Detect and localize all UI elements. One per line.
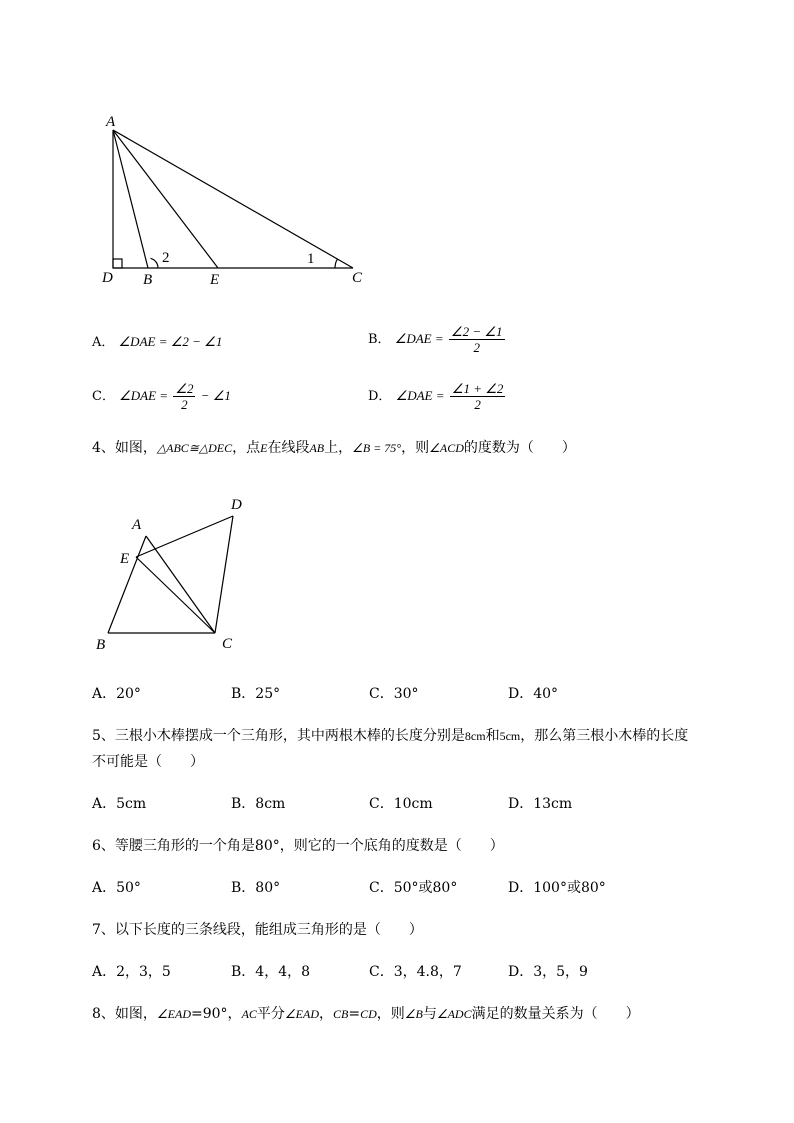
option-letter: C． <box>92 389 115 404</box>
q5-text: ，那么第三根小木棒的长度 <box>520 728 689 744</box>
label-D: D <box>102 270 113 286</box>
q4-math: △ABC≅△DEC <box>156 441 233 455</box>
option-letter: A． <box>92 335 115 350</box>
q8-math: CD <box>360 1007 377 1021</box>
q4-math: ∠B = 75° <box>352 441 402 455</box>
q8-math: ∠EAD <box>156 1007 192 1021</box>
question-7: 7、以下长度的三条线段，能组成三角形的是（ ） <box>92 922 423 938</box>
q5-math: 5cm <box>499 729 521 743</box>
q4-text: 4、如图， <box>92 440 157 456</box>
fraction-numerator: ∠2 <box>175 381 194 396</box>
q7-option-a: A．2，3，5 <box>92 964 171 980</box>
q4-text: ，则 <box>401 440 430 456</box>
label-A: A <box>106 114 116 130</box>
fraction-numerator: ∠2 − ∠1 <box>450 324 503 339</box>
label-E: E <box>210 272 220 288</box>
q5-option-a: A．5cm <box>92 796 147 812</box>
label-B: B <box>96 637 106 653</box>
q4-option-d: D．40° <box>508 686 559 702</box>
q8-text: 与 <box>422 1006 437 1022</box>
q8-math: ∠EAD <box>284 1007 319 1021</box>
q8-text: 满足的数量关系为（ ） <box>471 1006 640 1022</box>
q4-option-c: C．30° <box>369 686 419 702</box>
q4-math: ∠ACD <box>429 441 464 455</box>
question-6: 6、等腰三角形的一个角是80°，则它的一个底角的度数是（ ） <box>92 838 504 854</box>
option-rhs: ∠2 − ∠1 <box>170 334 223 349</box>
q4-text: 的度数为（ ） <box>463 440 576 456</box>
q7-option-d: D．3，5，9 <box>508 964 588 980</box>
q6-option-b: B．80° <box>231 880 281 896</box>
option-eq: = <box>155 334 171 349</box>
option-eq: = <box>431 331 447 346</box>
q4-option-a: A．20° <box>92 686 141 702</box>
label-angle-1: 1 <box>307 251 315 267</box>
q4-math: E <box>260 441 268 455</box>
fraction-denominator: 2 <box>473 340 480 355</box>
segment-DC <box>215 516 233 633</box>
q8-text: ，则 <box>376 1006 405 1022</box>
q5-text: 5、三根小木棒摆成一个三角形，其中两根木棒的长度分别是 <box>92 728 465 744</box>
q6-option-a: A．50° <box>92 880 141 896</box>
q5-option-c: C．10cm <box>369 796 433 812</box>
q4-text: 在线段 <box>267 440 310 456</box>
label-E: E <box>120 551 130 567</box>
fraction-denominator: 2 <box>181 397 188 412</box>
option-eq: = <box>156 388 172 403</box>
q6-option-c: C．50°或80° <box>369 880 458 896</box>
option-lhs: ∠DAE <box>119 388 157 403</box>
option-tail: − ∠1 <box>197 388 231 403</box>
q6-option-d: D．100°或80° <box>508 880 606 896</box>
segment-ED <box>136 516 233 557</box>
q8-math: AC <box>241 1007 257 1021</box>
option-lhs: ∠DAE <box>394 331 432 346</box>
q4-text: ，点 <box>232 440 261 456</box>
label-C: C <box>222 636 233 652</box>
q5-text: 和 <box>485 728 500 744</box>
option-letter: B． <box>368 332 391 347</box>
q8-text: 8、如图， <box>92 1006 157 1022</box>
q8-math: CB <box>333 1007 349 1021</box>
q7-option-b: B．4，4，8 <box>231 964 311 980</box>
option-eq: = <box>432 388 448 403</box>
q4-math: AB <box>309 441 325 455</box>
q5-option-d: D．13cm <box>508 796 573 812</box>
q8-text: =90°， <box>191 1006 242 1022</box>
q8-math: ∠B <box>404 1007 423 1021</box>
label-C: C <box>352 270 363 286</box>
segment-AC <box>146 536 215 633</box>
option-letter: D． <box>368 389 392 404</box>
fraction-denominator: 2 <box>474 397 481 412</box>
q4-text: 上， <box>324 440 353 456</box>
question-8 <box>92 1003 640 1025</box>
segment-EC <box>136 557 215 633</box>
question-5-line-2: 不可能是（ ） <box>92 754 204 770</box>
label-B: B <box>143 272 153 288</box>
option-lhs: ∠DAE <box>118 334 156 349</box>
q5-math: 8cm <box>464 729 486 743</box>
question-5-line-1 <box>92 725 688 747</box>
option-lhs: ∠DAE <box>395 388 433 403</box>
label-A: A <box>132 517 142 533</box>
q5-option-b: B．8cm <box>231 796 286 812</box>
q7-option-c: C．3，4.8，7 <box>369 964 462 980</box>
q8-text: ， <box>319 1006 333 1022</box>
label-angle-2: 2 <box>162 250 170 266</box>
label-D: D <box>231 497 242 513</box>
fraction-numerator: ∠1 + ∠2 <box>451 381 504 396</box>
q8-math: ∠ADC <box>436 1007 472 1021</box>
q8-text: 平分 <box>256 1006 285 1022</box>
q4-option-b: B．25° <box>231 686 281 702</box>
q8-text: = <box>348 1006 361 1022</box>
